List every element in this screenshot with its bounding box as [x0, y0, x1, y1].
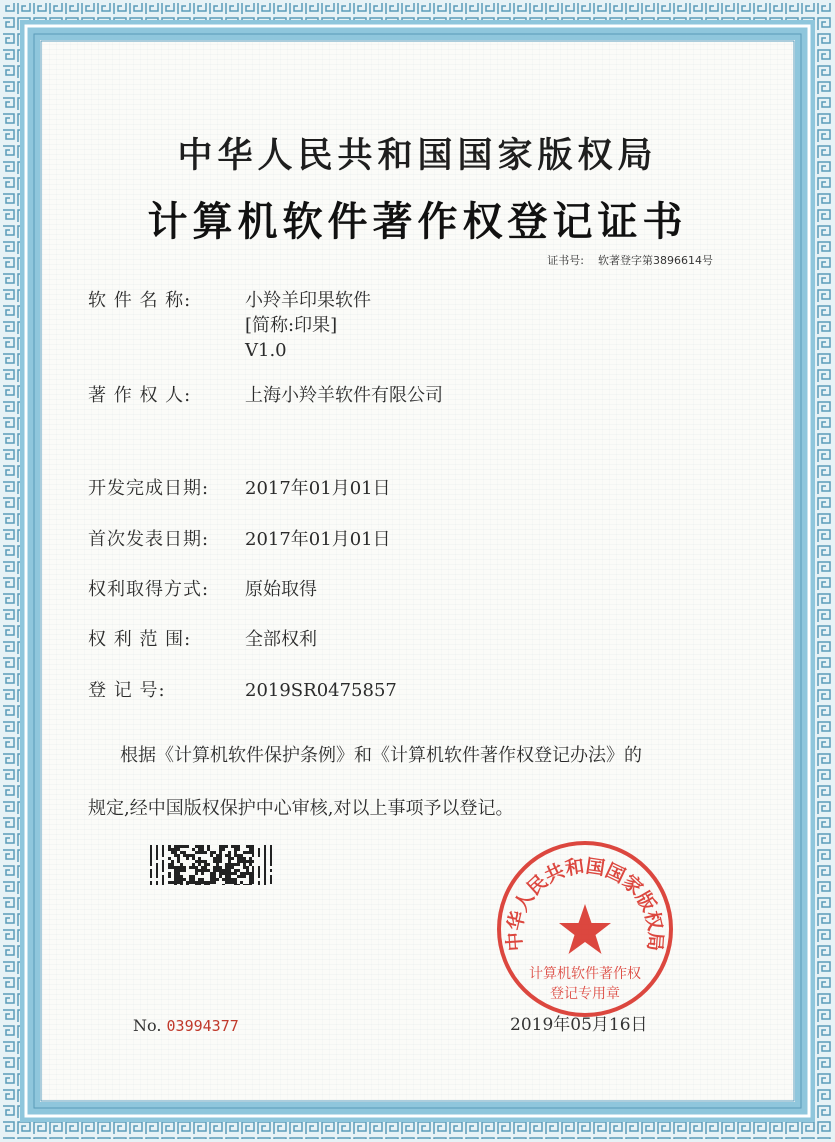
seal-line-1: 计算机软件著作权 [529, 966, 641, 982]
statement-line-1: 根据《计算机软件保护条例》和《计算机软件著作权登记办法》的 [120, 745, 642, 766]
software-name-line: 小羚羊印果软件 [245, 290, 371, 311]
field-value: 全部权利 [245, 629, 317, 650]
field-copyright-holder [88, 385, 443, 407]
software-version-line: V1.0 [245, 340, 287, 361]
certificate-number-label: 证书号: [547, 254, 584, 267]
field-label: 权 利 范 围: [88, 629, 192, 650]
field-value: 原始取得 [245, 579, 317, 600]
field-label: 权利取得方式: [88, 579, 210, 600]
software-name-value [245, 290, 371, 365]
field-software-name [88, 290, 371, 361]
seal-star-icon [559, 904, 611, 954]
field-registration-number [88, 680, 397, 702]
statement-line-2: 规定,经中国版权保护中心审核,对以上事项予以登记。 [88, 798, 514, 819]
seal-line-2: 登记专用章 [550, 986, 620, 1002]
certificate-number-value: 软著登字第3896614号 [598, 254, 713, 267]
field-value: 上海小羚羊软件有限公司 [245, 385, 443, 406]
field-value: 2017年01月01日 [245, 478, 391, 499]
serial-prefix: No. [133, 1016, 162, 1035]
field-label: 登 记 号: [88, 680, 166, 701]
serial-value: 03994377 [166, 1017, 239, 1035]
field-label: 软 件 名 称: [88, 290, 192, 311]
seal-arc-text: 中华人民共和国国家版权局 [503, 855, 667, 952]
field-acquisition [88, 579, 317, 601]
serial-number [133, 1016, 239, 1035]
issuer-title: 中华人民共和国国家版权局 [177, 136, 658, 176]
field-value: 2019SR0475857 [245, 680, 397, 701]
official-seal [494, 838, 676, 1020]
field-scope [88, 629, 317, 651]
field-label: 著 作 权 人: [88, 385, 192, 406]
qr-barcode [150, 845, 272, 885]
field-value: 2017年01月01日 [245, 529, 391, 550]
issue-date: 2019年05月16日 [510, 1015, 648, 1035]
field-label: 首次发表日期: [88, 529, 210, 550]
certificate-number [547, 252, 713, 268]
field-completion-date [88, 478, 391, 500]
field-label: 开发完成日期: [88, 478, 210, 499]
certificate-title: 计算机软件著作权登记证书 [147, 199, 688, 245]
software-short-name-line: [简称:印果] [245, 315, 338, 336]
field-publish-date [88, 529, 391, 551]
